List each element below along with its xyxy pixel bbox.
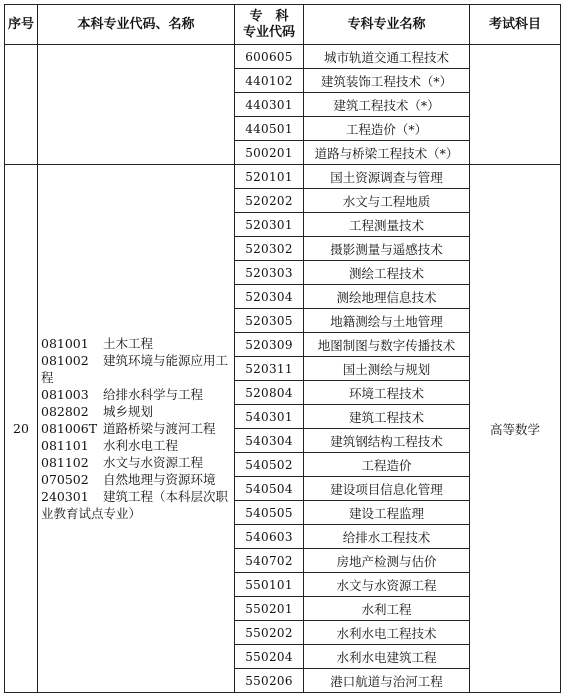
zhuanke-code-cell: 550201 — [235, 597, 304, 621]
zhuanke-code-cell: 520101 — [235, 165, 304, 189]
seq-cell: 20 — [5, 165, 38, 693]
undergrad-item — [41, 386, 232, 403]
zhuanke-code-cell: 520309 — [235, 333, 304, 357]
zhuanke-code-cell: 500201 — [235, 141, 304, 165]
undergrad-name: 道路桥梁与渡河工程 — [103, 421, 216, 436]
undergrad-code: 240301 — [41, 489, 89, 504]
zhuanke-code-cell: 600605 — [235, 45, 304, 69]
zhuanke-name-cell: 水利工程 — [304, 597, 470, 621]
header-undergrad: 本科专业代码、名称 — [38, 5, 235, 45]
header-seq: 序号 — [5, 5, 38, 45]
zhuanke-code-cell: 540505 — [235, 501, 304, 525]
table-row — [5, 165, 561, 189]
table-row — [5, 45, 561, 69]
undergrad-code: 081002 — [41, 353, 89, 368]
zhuanke-code-cell: 520303 — [235, 261, 304, 285]
undergrad-item — [41, 420, 232, 437]
zhuanke-name-cell: 工程造价 — [304, 453, 470, 477]
header-zhuanke-code-line1: 专 科 — [249, 8, 289, 24]
zhuanke-code-cell: 540304 — [235, 429, 304, 453]
undergrad-name: 水利水电工程 — [103, 438, 179, 453]
zhuanke-code-cell: 520301 — [235, 213, 304, 237]
undergrad-name: 给排水科学与工程 — [103, 387, 204, 402]
undergrad-item — [41, 403, 232, 420]
undergrad-item — [41, 335, 232, 352]
exam-cell: 高等数学 — [470, 165, 561, 693]
zhuanke-code-cell: 540504 — [235, 477, 304, 501]
zhuanke-code-cell: 520311 — [235, 357, 304, 381]
undergrad-list-cell — [38, 165, 235, 693]
undergrad-item — [41, 454, 232, 471]
zhuanke-name-cell: 水文与水资源工程 — [304, 573, 470, 597]
zhuanke-name-cell: 水利水电建筑工程 — [304, 645, 470, 669]
undergrad-code: 081101 — [41, 438, 89, 453]
undergrad-code: 081006T — [41, 421, 98, 436]
zhuanke-code-cell: 520304 — [235, 285, 304, 309]
zhuanke-code-cell: 550206 — [235, 669, 304, 693]
zhuanke-name-cell: 建筑工程技术（*） — [304, 93, 470, 117]
undergrad-name: 城乡规划 — [103, 404, 154, 419]
zhuanke-name-cell: 地籍测绘与土地管理 — [304, 309, 470, 333]
zhuanke-name-cell: 国土资源调查与管理 — [304, 165, 470, 189]
header-exam: 考试科目 — [470, 5, 561, 45]
zhuanke-name-cell: 城市轨道交通工程技术 — [304, 45, 470, 69]
table-header — [5, 5, 561, 45]
zhuanke-name-cell: 水文与工程地质 — [304, 189, 470, 213]
seq-cell-empty — [5, 45, 38, 165]
undergrad-name: 自然地理与资源环境 — [103, 472, 216, 487]
zhuanke-code-cell: 550204 — [235, 645, 304, 669]
undergrad-code: 081003 — [41, 387, 89, 402]
zhuanke-code-cell: 540603 — [235, 525, 304, 549]
zhuanke-name-cell: 摄影测量与遥感技术 — [304, 237, 470, 261]
major-table — [4, 4, 561, 693]
zhuanke-code-cell: 540702 — [235, 549, 304, 573]
zhuanke-code-cell: 540502 — [235, 453, 304, 477]
undergrad-code: 081001 — [41, 336, 89, 351]
zhuanke-code-cell: 440301 — [235, 93, 304, 117]
undergrad-item — [41, 488, 232, 522]
undergrad-item — [41, 437, 232, 454]
undergrad-code: 081102 — [41, 455, 89, 470]
zhuanke-code-cell: 520305 — [235, 309, 304, 333]
undergrad-name: 土木工程 — [103, 336, 154, 351]
zhuanke-name-cell: 港口航道与治河工程 — [304, 669, 470, 693]
zhuanke-code-cell: 550101 — [235, 573, 304, 597]
zhuanke-name-cell: 建筑钢结构工程技术 — [304, 429, 470, 453]
undergrad-code: 070502 — [41, 472, 89, 487]
undergrad-code: 082802 — [41, 404, 89, 419]
undergrad-name: 建筑工程（本科层次职业教育试点专业） — [41, 489, 229, 521]
undergrad-cell-empty — [38, 45, 235, 165]
zhuanke-name-cell: 建筑工程技术 — [304, 405, 470, 429]
zhuanke-name-cell: 环境工程技术 — [304, 381, 470, 405]
zhuanke-name-cell: 测绘工程技术 — [304, 261, 470, 285]
zhuanke-code-cell: 440102 — [235, 69, 304, 93]
zhuanke-name-cell: 道路与桥梁工程技术（*） — [304, 141, 470, 165]
header-row — [5, 5, 561, 45]
zhuanke-name-cell: 建设工程监理 — [304, 501, 470, 525]
zhuanke-code-cell: 540301 — [235, 405, 304, 429]
zhuanke-name-cell: 测绘地理信息技术 — [304, 285, 470, 309]
undergrad-item — [41, 471, 232, 488]
header-zhuanke-name: 专科专业名称 — [304, 5, 470, 45]
undergrad-name: 水文与水资源工程 — [103, 455, 204, 470]
zhuanke-name-cell: 国土测绘与规划 — [304, 357, 470, 381]
zhuanke-name-cell: 工程造价（*） — [304, 117, 470, 141]
zhuanke-code-cell: 520302 — [235, 237, 304, 261]
zhuanke-code-cell: 550202 — [235, 621, 304, 645]
zhuanke-name-cell: 建筑装饰工程技术（*） — [304, 69, 470, 93]
zhuanke-name-cell: 水利水电工程技术 — [304, 621, 470, 645]
header-zhuanke-code — [235, 5, 304, 45]
zhuanke-name-cell: 工程测量技术 — [304, 213, 470, 237]
zhuanke-code-cell: 520804 — [235, 381, 304, 405]
table-body — [5, 45, 561, 693]
zhuanke-name-cell: 给排水工程技术 — [304, 525, 470, 549]
zhuanke-code-cell: 440501 — [235, 117, 304, 141]
zhuanke-name-cell: 房地产检测与估价 — [304, 549, 470, 573]
undergrad-item — [41, 352, 232, 386]
undergrad-name: 建筑环境与能源应用工程 — [41, 353, 229, 385]
zhuanke-code-cell: 520202 — [235, 189, 304, 213]
header-zhuanke-code-line2: 专业代码 — [242, 24, 295, 40]
zhuanke-name-cell: 地图制图与数字传播技术 — [304, 333, 470, 357]
zhuanke-name-cell: 建设项目信息化管理 — [304, 477, 470, 501]
exam-cell-empty — [470, 45, 561, 165]
